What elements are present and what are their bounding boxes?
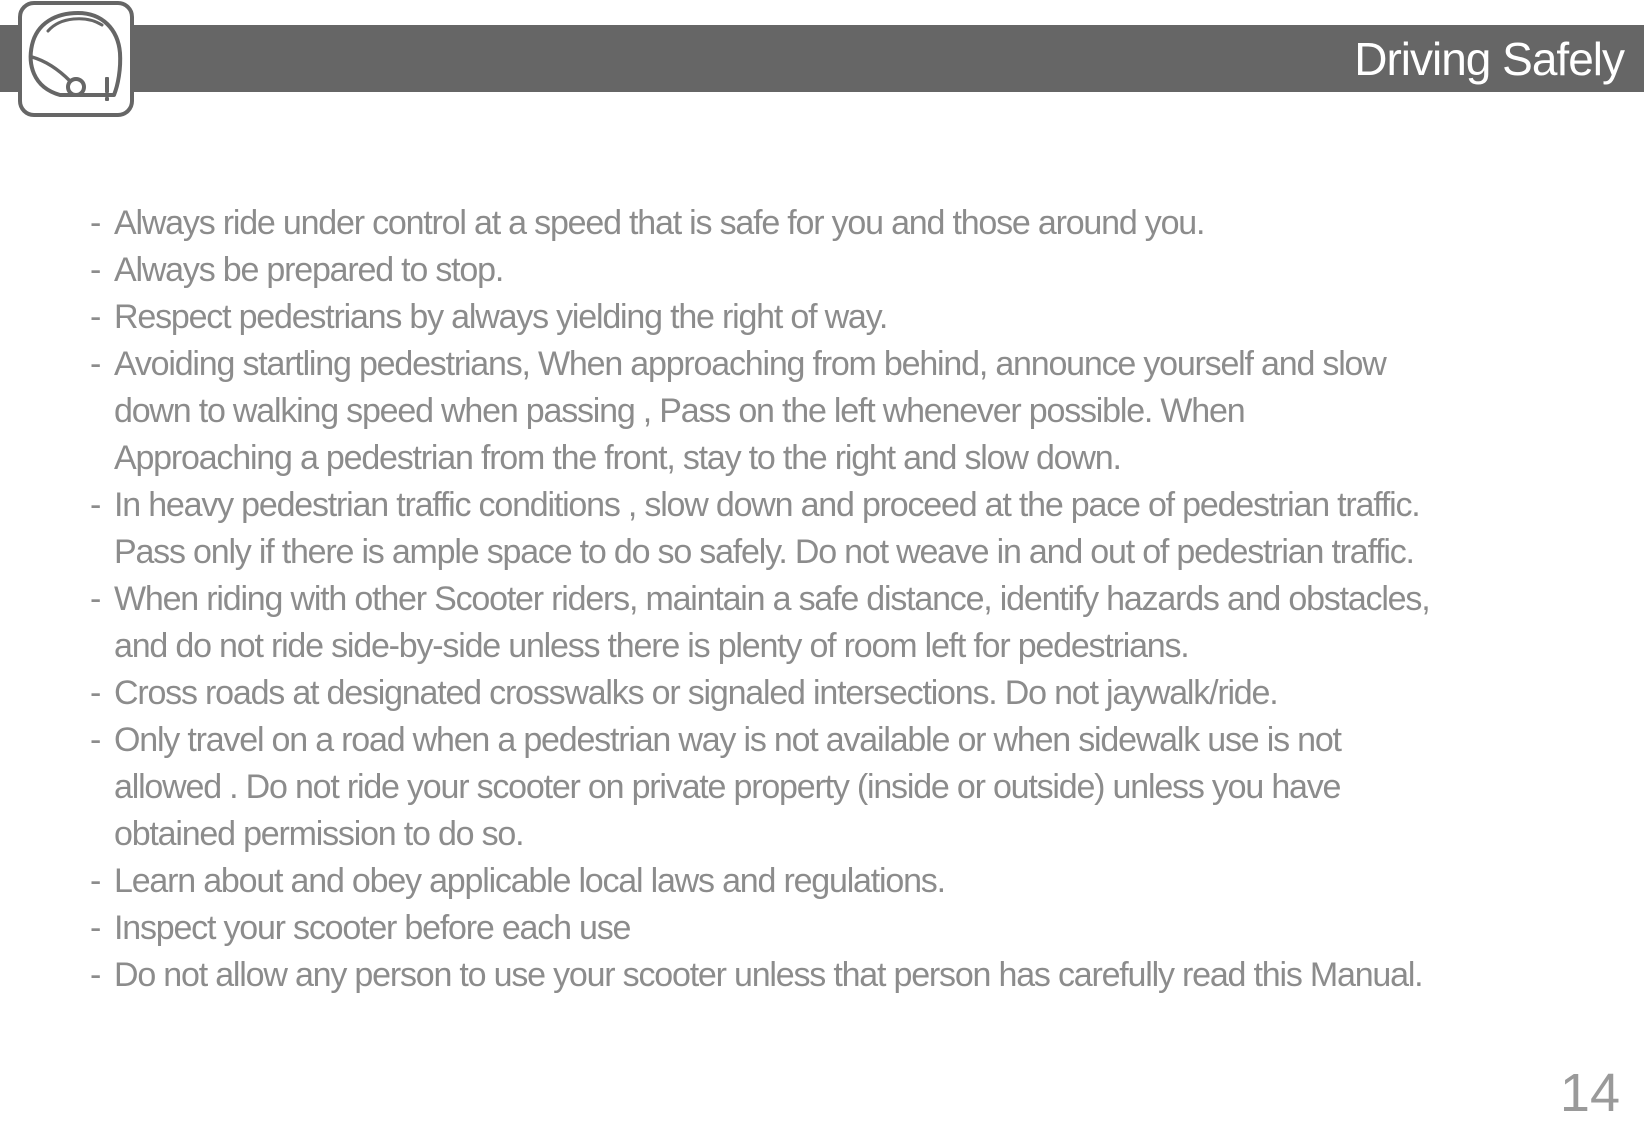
bullet-dash: -	[90, 204, 101, 242]
bullet-dash: -	[90, 909, 101, 947]
bullet-dash: -	[90, 674, 101, 712]
rule-text: Only travel on a road when a pedestrian way is not available or when sidewalk use is not allowed . Do not ride your scooter on private property (inside or outside) unless you have obtained permission to do so.	[114, 721, 1341, 853]
rule-text: In heavy pedestrian traffic conditions , slow down and proceed at the pace of pedestrian traffic. Pass only if there is ample space to do so safely. Do not weave in and out of pedestrian traffic.	[114, 486, 1420, 571]
list-item	[90, 670, 1610, 717]
bullet-dash: -	[90, 298, 101, 336]
list-item	[90, 247, 1610, 294]
rule-text: Cross roads at designated crosswalks or signaled intersections. Do not jaywalk/ride.	[114, 674, 1278, 712]
rule-text: Respect pedestrians by always yielding the right of way.	[114, 298, 888, 336]
rule-text: Learn about and obey applicable local laws and regulations.	[114, 862, 945, 900]
bullet-dash: -	[90, 251, 101, 289]
page-title: Driving Safely	[1354, 33, 1624, 85]
list-item	[90, 482, 1610, 576]
safety-rules-list	[90, 200, 1610, 999]
rule-text: Avoiding startling pedestrians, When approaching from behind, announce yourself and slow down to walking speed when passing , Pass on the left whenever possible. When Approaching a pedestrian from the front, stay to the right and slow down.	[114, 345, 1386, 477]
bullet-dash: -	[90, 956, 101, 994]
list-item	[90, 858, 1610, 905]
list-item	[90, 952, 1610, 999]
bullet-dash: -	[90, 345, 101, 383]
bullet-dash: -	[90, 721, 101, 759]
bullet-dash: -	[90, 862, 101, 900]
rule-text: Inspect your scooter before each use	[114, 909, 631, 947]
rule-text: Always be prepared to stop.	[114, 251, 504, 289]
list-item	[90, 200, 1610, 247]
list-item	[90, 576, 1610, 670]
page-number: 14	[1559, 1063, 1620, 1123]
list-item	[90, 294, 1610, 341]
list-item	[90, 905, 1610, 952]
rule-text: Always ride under control at a speed that is safe for you and those around you.	[114, 204, 1205, 242]
list-item	[90, 717, 1610, 858]
rule-text: Do not allow any person to use your scooter unless that person has carefully read this Manual.	[114, 956, 1423, 994]
bullet-dash: -	[90, 580, 101, 618]
list-item	[90, 341, 1610, 482]
rule-text: When riding with other Scooter riders, maintain a safe distance, identify hazards and obstacles, and do not ride side-by-side unless there is plenty of room left for pedestrians.	[114, 580, 1430, 665]
bullet-dash: -	[90, 486, 101, 524]
helmet-warning-icon	[18, 1, 134, 117]
